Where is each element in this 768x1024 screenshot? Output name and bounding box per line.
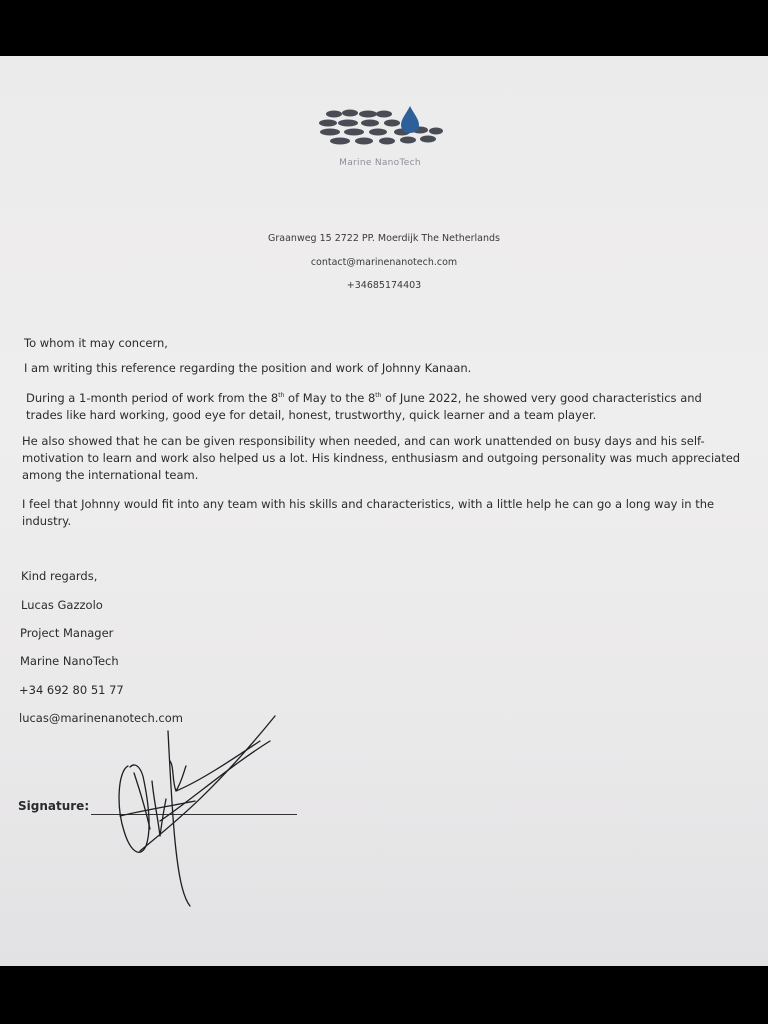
signer-title: Project Manager [20,626,114,640]
signer-phone: +34 692 80 51 77 [19,683,124,697]
paragraph-recommendation: I feel that Johnny would fit into any team with his skills and characteristics, with a little help he can go a long way in the industry. [22,497,715,528]
salutation: To whom it may concern, [24,336,168,350]
paragraph-period: During a 1-month period of work from the 8th of May to the 8th of June 2022, he showed very good characteristics and trades like hard working, good eye for detail, honest, trustworthy, quick learner and a team player. [26,390,702,422]
company-phone: +34685174403 [346,280,422,291]
signer-email: lucas@marinenanotech.com [19,711,183,725]
brand-name: Marine NanoTech [339,158,421,168]
signer-company: Marine NanoTech [20,654,119,668]
letter-page [0,56,768,966]
closing-regards: Kind regards, [21,569,98,583]
company-address: Graanweg 15 2722 PP. Moerdijk The Netherlands [268,233,500,244]
signature-label: Signature: [18,799,90,813]
paragraph-intro: I am writing this reference regarding the position and work of Johnny Kanaan. [24,361,472,375]
signer-name: Lucas Gazzolo [21,598,103,612]
handwritten-signature [100,711,290,911]
company-email: contact@marinenanotech.com [310,257,458,268]
paragraph-responsibility: He also showed that he can be given responsibility when needed, and can work unattended on busy days and his self-motivation to learn and work also helped us a lot. His kindness, enthusiasm and outgoing personality was much appreciated among the international team. [22,434,741,482]
